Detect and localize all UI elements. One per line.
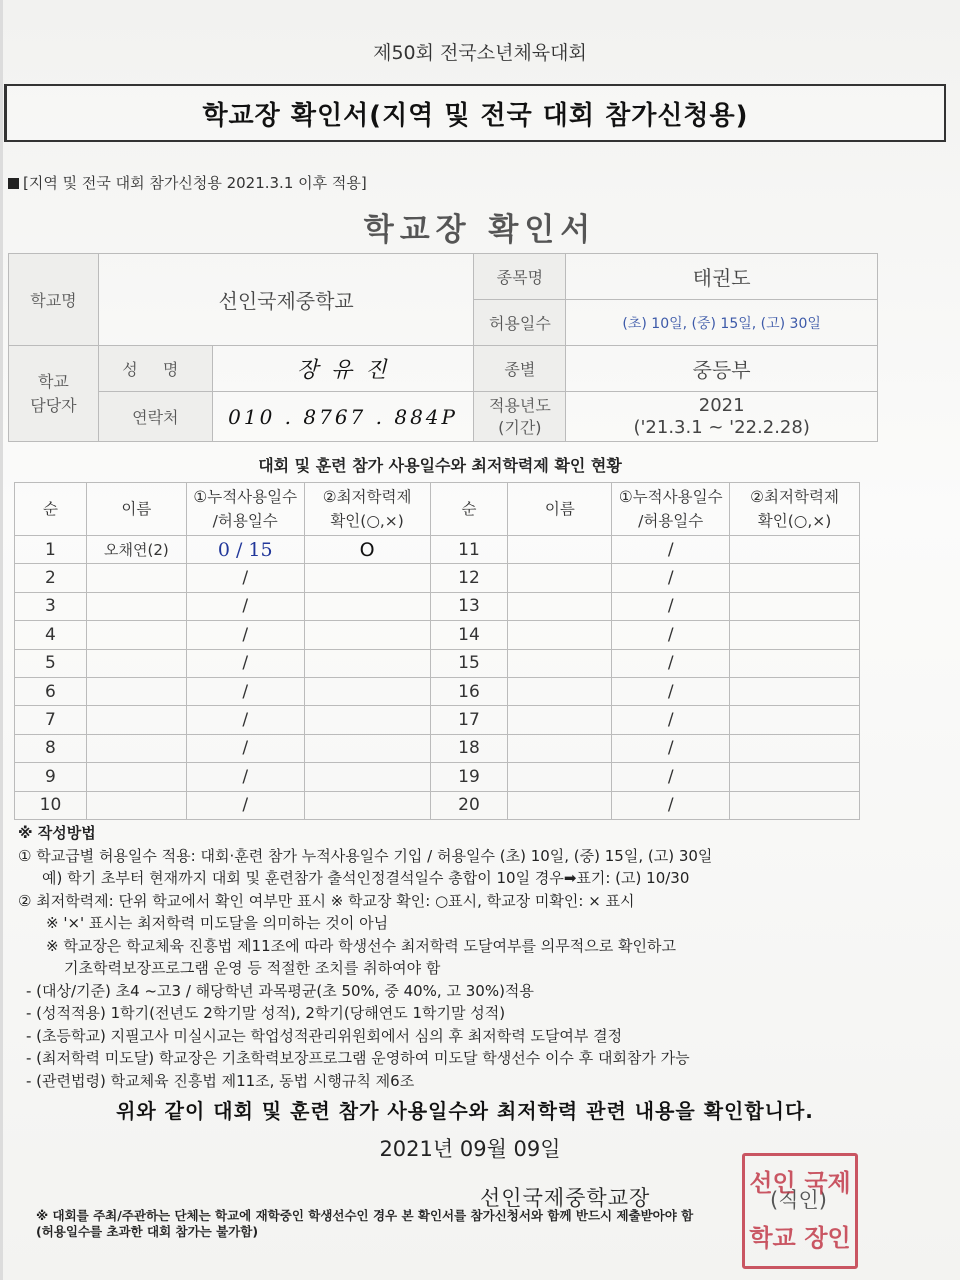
table-cell: 17 <box>430 706 508 734</box>
col-header: 순 <box>430 483 508 536</box>
instruction-line: ※ '×' 표시는 최저학력 미도달을 의미하는 것이 아님 <box>46 914 389 932</box>
table-cell: 11 <box>430 536 508 564</box>
year-cell <box>566 392 878 442</box>
table-cell <box>304 592 430 620</box>
school-info-table <box>8 253 878 442</box>
table-cell <box>304 791 430 819</box>
table-row <box>15 592 860 620</box>
table-cell <box>730 734 860 762</box>
table-cell: 9 <box>15 763 87 791</box>
division-label: 종별 <box>474 346 566 392</box>
table-cell <box>508 677 612 705</box>
table-cell: 8 <box>15 734 87 762</box>
instructions <box>18 822 878 1092</box>
manager-name: 장 유 진 <box>212 346 474 392</box>
table-cell: / <box>612 564 730 592</box>
period-value: ('21.3.1 ~ '22.2.28) <box>633 416 810 438</box>
sub-note-text: [지역 및 전국 대회 참가신청용 2021.3.1 이후 적용] <box>23 174 367 192</box>
table-cell <box>508 763 612 791</box>
manager-label: 학교 담당자 <box>9 346 99 442</box>
table-cell <box>86 649 186 677</box>
event-header: 제50회 전국소년체육대회 <box>373 42 587 64</box>
year-value: 2021 <box>698 394 745 416</box>
col-header: ②최저학력제 확인(○,×) <box>730 483 860 536</box>
table-cell <box>86 791 186 819</box>
form-title: 학교장 확인서 <box>363 212 597 248</box>
table-cell <box>730 763 860 791</box>
table-cell <box>304 649 430 677</box>
table-cell <box>508 791 612 819</box>
table-cell: / <box>612 677 730 705</box>
table-cell <box>508 706 612 734</box>
instruction-line: ② 최저학력제: 단위 학교에서 확인 여부만 표시 ※ 학교장 확인: ○표시, 학교장 미확인: × 표시 <box>18 891 635 910</box>
table-cell <box>508 621 612 649</box>
table-cell: 6 <box>15 677 87 705</box>
table-row <box>15 536 860 564</box>
name-label: 성 명 <box>98 346 212 392</box>
footnote-line: (허용일수를 초과한 대회 참가는 불가함) <box>36 1224 259 1239</box>
division-value: 중등부 <box>566 346 878 392</box>
seal-char: 장인 <box>804 1223 851 1252</box>
table-row <box>15 763 860 791</box>
col-header: ①누적사용일수 /허용일수 <box>612 483 730 536</box>
table-cell <box>304 677 430 705</box>
table-cell: 10 <box>15 791 87 819</box>
table-header-row <box>15 483 860 536</box>
table-row <box>15 734 860 762</box>
table-cell: / <box>186 621 304 649</box>
table-cell: / <box>612 592 730 620</box>
table-cell <box>304 763 430 791</box>
table-cell: 5 <box>15 649 87 677</box>
table-cell: / <box>186 706 304 734</box>
sport-value: 태권도 <box>566 254 878 300</box>
col-header: ①누적사용일수 /허용일수 <box>186 483 304 536</box>
table-cell: / <box>186 592 304 620</box>
school-label: 학교명 <box>9 254 99 346</box>
table-cell: / <box>186 791 304 819</box>
table-cell <box>86 706 186 734</box>
instruction-line: 기초학력보장프로그램 운영 등 적절한 조치를 취하여야 함 <box>64 959 441 977</box>
table-row <box>15 564 860 592</box>
section-title: 대회 및 훈련 참가 사용일수와 최저학력제 확인 현황 <box>258 456 622 475</box>
table-cell <box>304 734 430 762</box>
table-cell <box>508 592 612 620</box>
col-header: 순 <box>15 483 87 536</box>
footnote <box>36 1208 896 1240</box>
table-cell: 4 <box>15 621 87 649</box>
allowed-days-label: 허용일수 <box>474 300 566 346</box>
seal-label: (직인) <box>770 1188 827 1212</box>
table-cell <box>304 564 430 592</box>
confirmation-statement: 위와 같이 대회 및 훈련 참가 사용일수와 최저학력 관련 내용을 확인합니다. <box>116 1099 814 1123</box>
table-row <box>15 791 860 819</box>
year-label: 적용년도 (기간) <box>474 392 566 442</box>
instruction-line: - (최저학력 미도달) 학교장은 기초학력보장프로그램 운영하여 미도달 학생선수 이수 후 대회참가 가능 <box>26 1049 690 1067</box>
participation-table <box>14 482 860 820</box>
table-row <box>15 621 860 649</box>
table-cell: 14 <box>430 621 508 649</box>
table-cell: / <box>186 734 304 762</box>
table-cell <box>304 621 430 649</box>
table-cell: 3 <box>15 592 87 620</box>
table-cell <box>86 621 186 649</box>
table-cell <box>730 536 860 564</box>
sub-note <box>8 172 367 193</box>
square-bullet-icon <box>8 178 19 189</box>
table-row <box>15 677 860 705</box>
table-cell: 7 <box>15 706 87 734</box>
table-cell <box>730 677 860 705</box>
table-cell <box>730 564 860 592</box>
table-cell: / <box>186 564 304 592</box>
instruction-line: 예) 학기 초부터 현재까지 대회 및 훈련참가 출석인정결석일수 총합이 10일 경우➡표기: (고) 10/30 <box>42 869 690 887</box>
table-cell <box>86 592 186 620</box>
contact-value: 010 . 8767 . 884P <box>212 392 474 442</box>
allowed-days-value: (초) 10일, (중) 15일, (고) 30일 <box>566 300 878 346</box>
table-cell: 1 <box>15 536 87 564</box>
table-cell <box>508 734 612 762</box>
table-cell <box>86 763 186 791</box>
table-cell: / <box>612 791 730 819</box>
table-cell: / <box>612 536 730 564</box>
document-title-box: 학교장 확인서(지역 및 전국 대회 참가신청용) <box>4 84 946 142</box>
seal-char: 국제 <box>804 1168 851 1197</box>
seal-char: 선인 <box>749 1168 796 1197</box>
table-cell: / <box>612 649 730 677</box>
table-cell: O <box>304 536 430 564</box>
table-row <box>15 706 860 734</box>
instruction-line: ※ 학교장은 학교체육 진흥법 제11조에 따라 학생선수 최저학력 도달여부를 의무적으로 확인하고 <box>46 936 676 955</box>
col-header: 이름 <box>86 483 186 536</box>
instruction-line: - (성적적용) 1학기(전년도 2학기말 성적), 2학기(당해연도 1학기말 성적) <box>26 1004 506 1022</box>
col-header: 이름 <box>508 483 612 536</box>
table-cell: 12 <box>430 564 508 592</box>
table-cell: 15 <box>430 649 508 677</box>
sport-label: 종목명 <box>474 254 566 300</box>
instruction-line: - (관련법령) 학교체육 진흥법 제11조, 동법 시행규칙 제6조 <box>26 1071 415 1090</box>
table-cell <box>730 791 860 819</box>
footnote-line: ※ 대회를 주최/주관하는 단체는 학교에 재학중인 학생선수인 경우 본 확인서를 참가신청서와 함께 반드시 제출받아야 함 <box>36 1208 694 1223</box>
page-edge <box>0 0 3 1280</box>
table-cell: 13 <box>430 592 508 620</box>
table-cell <box>730 621 860 649</box>
instruction-line: - (대상/기준) 초4 ~고3 / 해당학년 과목평균(초 50%, 중 40%, 고 30%)적용 <box>26 981 534 1000</box>
table-cell <box>86 734 186 762</box>
col-header: ②최저학력제 확인(○,×) <box>304 483 430 536</box>
table-cell <box>86 564 186 592</box>
table-cell: / <box>186 677 304 705</box>
table-cell <box>730 649 860 677</box>
table-cell: / <box>186 649 304 677</box>
table-cell: / <box>612 706 730 734</box>
table-cell <box>508 564 612 592</box>
seal-char: 학교 <box>749 1223 796 1252</box>
table-cell <box>730 592 860 620</box>
instruction-line: ※ 작성방법 <box>18 824 96 842</box>
principal-name: 선인국제중학교장 <box>480 1186 651 1210</box>
school-name: 선인국제중학교 <box>98 254 474 346</box>
table-cell: / <box>612 621 730 649</box>
table-cell: / <box>612 734 730 762</box>
table-cell: 19 <box>430 763 508 791</box>
table-cell <box>86 677 186 705</box>
instruction-line: ① 학교급별 허용일수 적용: 대회·훈련 참가 누적사용일수 기입 / 허용일수 (초) 10일, (중) 15일, (고) 30일 <box>18 846 713 865</box>
table-row <box>15 649 860 677</box>
table-cell: 20 <box>430 791 508 819</box>
table-cell <box>508 536 612 564</box>
table-cell: / <box>612 763 730 791</box>
table-cell: 18 <box>430 734 508 762</box>
issue-date: 2021년 09월 09일 <box>379 1137 561 1161</box>
table-cell <box>730 706 860 734</box>
table-cell <box>304 706 430 734</box>
table-cell: 오채연(2) <box>86 536 186 564</box>
table-cell: 16 <box>430 677 508 705</box>
table-cell: / <box>186 763 304 791</box>
table-cell <box>508 649 612 677</box>
table-cell: 2 <box>15 564 87 592</box>
instruction-line: - (초등학교) 지필고사 미실시교는 학업성적관리위원회에서 심의 후 최저학력 도달여부 결정 <box>26 1026 623 1045</box>
contact-label: 연락처 <box>98 392 212 442</box>
table-cell: 0 / 15 <box>186 536 304 564</box>
